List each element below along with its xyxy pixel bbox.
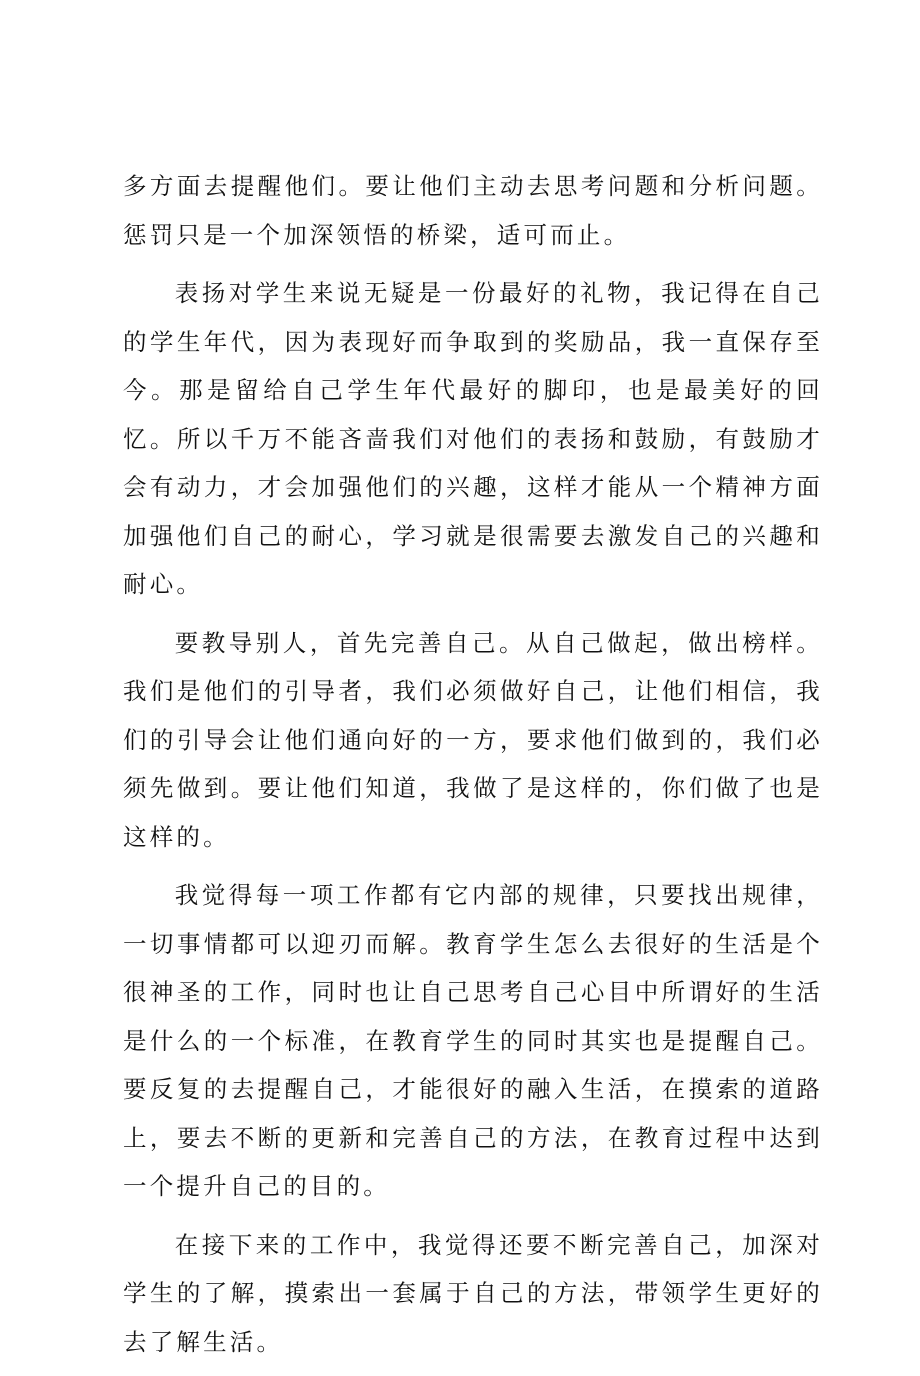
document-body — [123, 162, 823, 1376]
paragraph-2: 表扬对学生来说无疑是一份最好的礼物，我记得在自己的学生年代，因为表现好而争取到的奖励品，我一直保存至今。那是留给自己学生年代最好的脚印，也是最美好的回忆。所以千万不能吝啬我们对他们的表扬和鼓励，有鼓励才会有动力，才会加强他们的兴趣，这样才能从一个精神方面加强他们自己的耐心，学习就是很需要去激发自己的兴趣和耐心。 — [123, 279, 823, 598]
paragraph-3: 要教导别人，首先完善自己。从自己做起，做出榜样。我们是他们的引导者，我们必须做好自己，让他们相信，我们的引导会让他们通向好的一方，要求他们做到的，我们必须先做到。要让他们知道，我做了是这样的，你们做了也是这样的。 — [123, 628, 823, 851]
paragraph-5: 在接下来的工作中，我觉得还要不断完善自己，加深对学生的了解，摸索出一套属于自己的方法，带领学生更好的去了解生活。 — [123, 1230, 823, 1356]
paragraph-1: 多方面去提醒他们。要让他们主动去思考问题和分析问题。惩罚只是一个加深领悟的桥梁，适可而止。 — [123, 172, 823, 249]
paragraph-4: 我觉得每一项工作都有它内部的规律，只要找出规律，一切事情都可以迎刃而解。教育学生怎么去很好的生活是个很神圣的工作，同时也让自己思考自己心目中所谓好的生活是什么的一个标准，在教育学生的同时其实也是提醒自己。要反复的去提醒自己，才能很好的融入生活，在摸索的道路上，要去不断的更新和完善自己的方法，在教育过程中达到一个提升自己的目的。 — [123, 881, 823, 1200]
